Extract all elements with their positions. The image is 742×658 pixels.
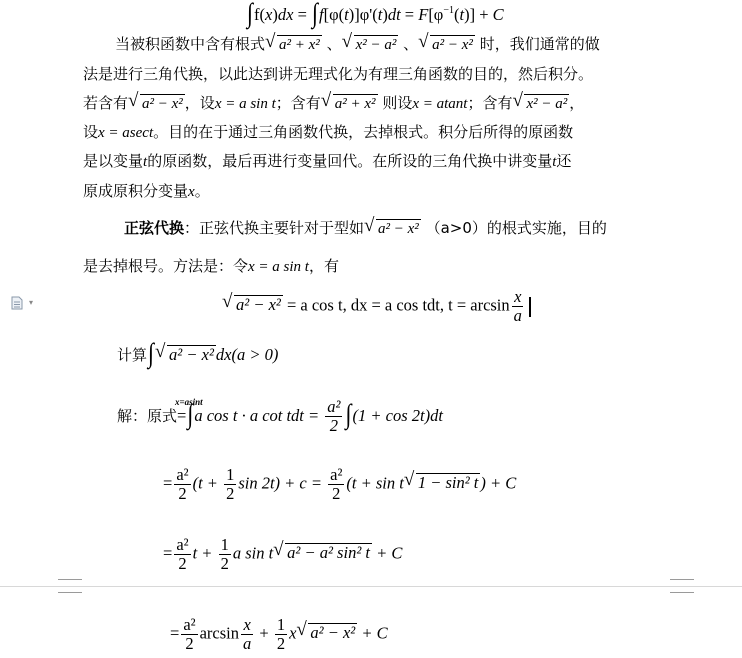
radical: √ a² + x² (266, 34, 322, 56)
para1-line4: 设x = asect。目的在于通过三角函数代换，去掉根式。积分后所得的原函数 (83, 123, 574, 141)
solution-line: 解：原式 x=asint =∫a cos t · a cot tdt = $\frac{\text{a²}}{2}$ ∫(1 + cos 2t)dt (117, 397, 443, 435)
radical: √ a² − x² (419, 34, 475, 56)
fraction: $\frac{\text{a²}}{2}$ (176, 465, 189, 503)
solution-step2: = $\frac{\text{a²}}{2}$ (t + $\frac{1}{2}$ sin 2t) + c = $\frac{\text{a²}}{2}$ (t + sin t√ 1 − sin² t ) + C (163, 466, 516, 503)
radical: √ a² − x² (129, 93, 185, 115)
radical: √ a² − x² (365, 218, 421, 240)
fraction: $\frac{\text{a²}}{2}$ (176, 535, 189, 573)
para1-line1: 当被积函数中含有根式√ a² + x² 、√ x² − a² 、√ a² − x² 时，我们通常的做 (115, 33, 600, 56)
para1-line2: 法是进行三角代换，以此达到讲无理式化为有理三角函数的目的，然后积分。 (83, 65, 594, 83)
fraction: $\frac{x}{a}$ (243, 615, 252, 653)
radical: √ a² − x² (156, 344, 216, 366)
formula-top: $\int f(x)dx = \int f[\varphi(t)]\varphi'(t)dt = F[\varphi^{-1}(t)] + C$ (247, 0, 504, 28)
fraction: $\frac{1}{2}$ (276, 615, 286, 653)
fraction: $\frac{\text{a²}}{2}$ (330, 465, 343, 503)
fraction: $\frac{\text{a²}}{2}$ (183, 615, 196, 653)
text-cursor (529, 297, 531, 317)
para1-line3: 若含有√ a² − x² ，设x = a sin t；含有√ a² + x² 则设x = atant；含有√ x² − a² ， (83, 92, 584, 115)
solution-step3: = $\frac{\text{a²}}{2}$ t + $\frac{1}{2}$ a sin t√ a² − a² sin² t + C (163, 536, 402, 573)
radical: √ 1 − sin² t (405, 472, 481, 494)
para2-line1: 正弦代换：正弦代换主要针对于型如√ a² − x² （a>0）的根式实施，目的 (124, 217, 607, 240)
page-break (0, 586, 742, 587)
compute-line: 计算∫√ a² − x² dx(a > 0) (117, 342, 278, 366)
para1-line5: 是以变量t的原函数，最后再进行变量回代。在所设的三角代换中讲变量t还 (83, 152, 572, 170)
radical: √ a² + x² (322, 93, 378, 115)
para2-line2: 是去掉根号。方法是：令x = a sin t，有 (83, 257, 339, 275)
fraction: $\frac{1}{2}$ (226, 465, 235, 503)
page-corner-mark-left (58, 579, 82, 593)
fraction: $\frac{\text{a²}}{2}$ (327, 397, 341, 435)
radical: √ a² − x² (297, 622, 357, 644)
radical: √ a² − x² (223, 294, 283, 316)
substitution-equals: x=asint = (175, 397, 203, 425)
radical: √ a² − a² sin² t (274, 542, 372, 564)
document-icon[interactable] (10, 296, 24, 310)
fraction: $\frac{x}{a}$ (513, 287, 522, 325)
solution-step4: = $\frac{\text{a²}}{2}$ arcsin $\frac{x}{a}$ + $\frac{1}{2}$ x√ a² − x² + C (170, 616, 388, 653)
radical: √ x² − a² (513, 93, 569, 115)
page-corner-mark-right (670, 579, 694, 593)
formula-substitution: √ a² − x² = a cos t, dx = a cos tdt, t = arcsin $\frac{x}{a}$ (222, 288, 531, 325)
fraction: $\frac{1}{2}$ (220, 535, 229, 573)
para1-line6: 原成原积分变量x。 (83, 182, 210, 200)
chevron-down-icon[interactable]: ▾ (29, 298, 34, 307)
section-heading: 正弦代换 (124, 219, 185, 237)
radical: √ x² − a² (343, 34, 399, 56)
